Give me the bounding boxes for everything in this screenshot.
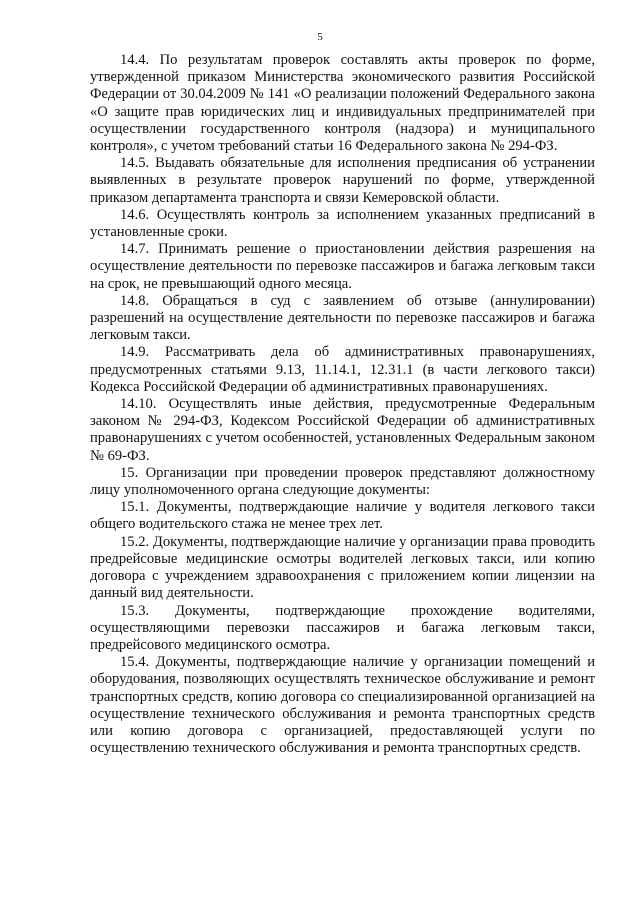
paragraph-14-10: 14.10. Осуществлять иные действия, предусмотренные Федеральным законом № 294-ФЗ, Кодексом Российской Федерации об административных правонарушениях с учетом особенностей, установленных Федеральным законом № 69-ФЗ. bbox=[90, 396, 595, 464]
paragraph-14-8: 14.8. Обращаться в суд с заявлением об отзыве (аннулировании) разрешений на осуществление деятельности по перевозке пассажиров и багажа легковым такси. bbox=[90, 292, 595, 344]
paragraph-14-5: 14.5. Выдавать обязательные для исполнения предписания об устранении выявленных в результате проверок нарушений по форме, утвержденной приказом департамента транспорта и связи Кемеровской области. bbox=[90, 155, 595, 206]
paragraph-14-9: 14.9. Рассматривать дела об административных правонарушениях, предусмотренных статьями 9.13, 11.14.1, 12.31.1 (в части легкового такси) Кодекса Российской Федерации об административных правонарушениях. bbox=[90, 344, 595, 395]
paragraph-15: 15. Организации при проведении проверок представляют должностному лицу уполномоченного органа следующие документы: bbox=[90, 464, 595, 499]
paragraph-15-3: 15.3. Документы, подтверждающие прохождение водителями, осуществляющими перевозки пассажиров и багажа легковым такси, предрейсового медицинского осмотра. bbox=[90, 602, 595, 653]
document-body bbox=[90, 52, 595, 757]
paragraph-14-6: 14.6. Осуществлять контроль за исполнением указанных предписаний в установленные сроки. bbox=[90, 206, 595, 241]
paragraph-14-7: 14.7. Принимать решение о приостановлении действия разрешения на осуществление деятельности по перевозке пассажиров и багажа легковым такси на срок, не превышающий одного месяца. bbox=[90, 241, 595, 292]
paragraph-15-4: 15.4. Документы, подтверждающие наличие у организации помещений и оборудования, позволяющих осуществлять техническое обслуживание и ремонт транспортных средств, копию договора со специализированной организацией на осуществление технического обслуживания и ремонта транспортных средств или копию договора с организацией, предоставляющей услуги по осуществлению технического обслуживания и ремонта транспортных средств. bbox=[90, 654, 595, 757]
page-number: 5 bbox=[317, 31, 323, 43]
paragraph-15-1: 15.1. Документы, подтверждающие наличие у водителя легкового такси общего водительского стажа не менее трех лет. bbox=[90, 499, 595, 533]
paragraph-15-2: 15.2. Документы, подтверждающие наличие у организации права проводить предрейсовые медицинские осмотры водителей легковых такси, или копию договора с учреждением здравоохранения с приложением копии лицензии на данный вид деятельности. bbox=[90, 533, 595, 602]
paragraph-14-4: 14.4. По результатам проверок составлять акты проверок по форме, утвержденной приказом Министерства экономического развития Российской Федерации от 30.04.2009 № 141 «О реализации положений Федерального закона «О защите прав юридических лиц и индивидуальных предпринимателей при осуществлении государственного контроля (надзора) и муниципального контроля», с учетом требований статьи 16 Федерального закона № 294-ФЗ. bbox=[90, 52, 595, 155]
